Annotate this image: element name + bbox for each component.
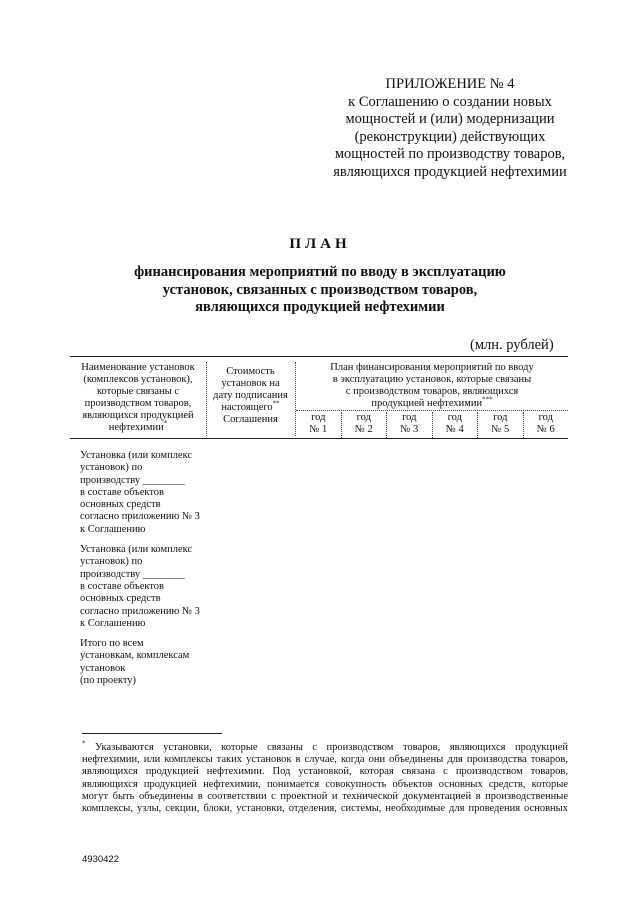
footnote-mark: ***	[482, 395, 493, 404]
footnote-line: нефтехимии, или комплексы таких установок в случае, когда они объединены для производства товаров,	[82, 754, 568, 766]
row-line: установок	[80, 662, 126, 674]
row-line: Установка (или комплекс	[80, 450, 193, 461]
year-label: год	[538, 412, 553, 423]
header-line: (комплексов установок),	[83, 374, 193, 385]
year-columns	[296, 412, 568, 438]
year-label: год	[402, 412, 417, 423]
row-line: установкам, комплексам	[80, 650, 190, 662]
column-header-plan	[296, 362, 568, 411]
plan-subtitle-line: установок, связанных с производством товаров,	[162, 281, 478, 298]
year-column-1	[296, 412, 342, 438]
header-line-text: настоящего	[221, 402, 273, 413]
footnote	[82, 739, 568, 815]
row-line: установок) по	[80, 556, 143, 568]
header-line: План финансирования мероприятий по вводу	[330, 362, 534, 373]
year-label: год	[311, 412, 326, 423]
footnote-line: являющихся продукцией нефтехимии, понимается совокупность объектов основных средств, которые	[82, 778, 568, 790]
year-number: № 3	[400, 424, 419, 435]
footnote-line: являющихся продукцией нефтехимии. Под установкой, которая связана с производством товаров,	[82, 766, 568, 778]
table-row	[80, 544, 280, 630]
header-line: Наименование установок	[81, 362, 195, 373]
plan-subtitle-line: являющихся продукцией нефтехимии	[195, 299, 445, 315]
column-header-cost	[206, 362, 296, 436]
header-line: установок на	[221, 378, 280, 389]
year-label: год	[356, 412, 371, 423]
year-number: № 4	[445, 424, 464, 435]
row-line: основных средств	[80, 499, 161, 511]
year-column-5	[478, 412, 524, 438]
footnote-divider	[82, 733, 222, 734]
header-line	[296, 395, 568, 410]
column-header-name	[70, 362, 207, 436]
row-line: основных средств	[80, 593, 161, 605]
header-line: с производством товаров, являющихся	[345, 386, 519, 397]
year-number: № 5	[491, 424, 510, 435]
table-body	[80, 450, 280, 695]
row-line: к Соглашению	[80, 617, 146, 629]
year-column-3	[387, 412, 433, 438]
annex-line: мощностей и (или) модернизации	[345, 111, 555, 127]
annex-header	[300, 76, 600, 181]
footnote-mark: *	[163, 419, 168, 428]
row-line: производству ________	[80, 474, 185, 486]
header-line: которые связаны с	[96, 386, 180, 397]
footnote-mark: **	[272, 399, 280, 408]
row-line: установок) по	[80, 462, 143, 474]
year-column-6	[524, 412, 569, 438]
annex-line: к Соглашению о создании новых	[348, 93, 552, 110]
header-line-text: нефтехимии	[108, 422, 164, 433]
year-column-2	[342, 412, 388, 438]
row-line: в составе объектов	[80, 580, 165, 592]
header-line: дату подписания	[213, 390, 288, 401]
header-line: Стоимость	[226, 366, 275, 377]
header-line: в эксплуатацию установок, которые связаны	[332, 374, 532, 385]
header-line-text: продукцией нефтехимии	[371, 398, 483, 409]
year-number: № 2	[354, 424, 373, 435]
header-line: Соглашения	[223, 414, 278, 425]
row-line: (по проекту)	[80, 675, 137, 687]
header-line: производством товаров,	[84, 398, 192, 409]
row-line: производству ________	[80, 568, 185, 580]
header-line	[70, 419, 206, 434]
header-line: являющихся продукцией	[82, 410, 194, 421]
units-label: (млн. рублей)	[470, 337, 554, 353]
document-number: 4930422	[82, 854, 119, 865]
year-column-4	[433, 412, 479, 438]
year-number: № 1	[309, 424, 328, 435]
year-number: № 6	[536, 424, 555, 435]
footnote-mark: *	[82, 739, 86, 748]
table-header	[70, 356, 568, 439]
row-line: Установка (или комплекс	[80, 544, 193, 556]
footnote-line	[82, 739, 568, 754]
year-label: год	[493, 412, 508, 423]
plan-subtitle-line: финансирования мероприятий по вводу в эксплуатацию	[134, 264, 506, 280]
row-line: Итого по всем	[80, 638, 144, 650]
row-line: к Соглашению	[80, 523, 146, 535]
annex-line: ПРИЛОЖЕНИЕ № 4	[385, 76, 515, 92]
plan-subtitle	[0, 264, 640, 317]
table-row	[80, 450, 280, 536]
footnote-line: могут быть объединены в соответствии с проектной и технической документацией в производственные	[82, 790, 568, 802]
table-row-total	[80, 638, 280, 687]
header-line	[206, 399, 295, 414]
annex-line: (реконструкции) действующих	[354, 128, 546, 145]
year-label: год	[447, 412, 462, 423]
row-line: согласно приложению № 3	[80, 605, 200, 617]
footnote-line: комплексы, узлы, секции, блоки, установки, отделения, системы, необходимые для проведения основных	[82, 803, 568, 815]
plan-title: ПЛАН	[289, 236, 351, 252]
annex-line: являющихся продукцией нефтехимии	[333, 163, 567, 180]
row-line: в составе объектов	[80, 486, 165, 498]
row-line: согласно приложению № 3	[80, 511, 200, 523]
footnote-line-text: Указываются установки, которые связаны с производством товаров, являющихся продукцией	[95, 742, 568, 753]
annex-line: мощностей по производству товаров,	[334, 146, 566, 162]
